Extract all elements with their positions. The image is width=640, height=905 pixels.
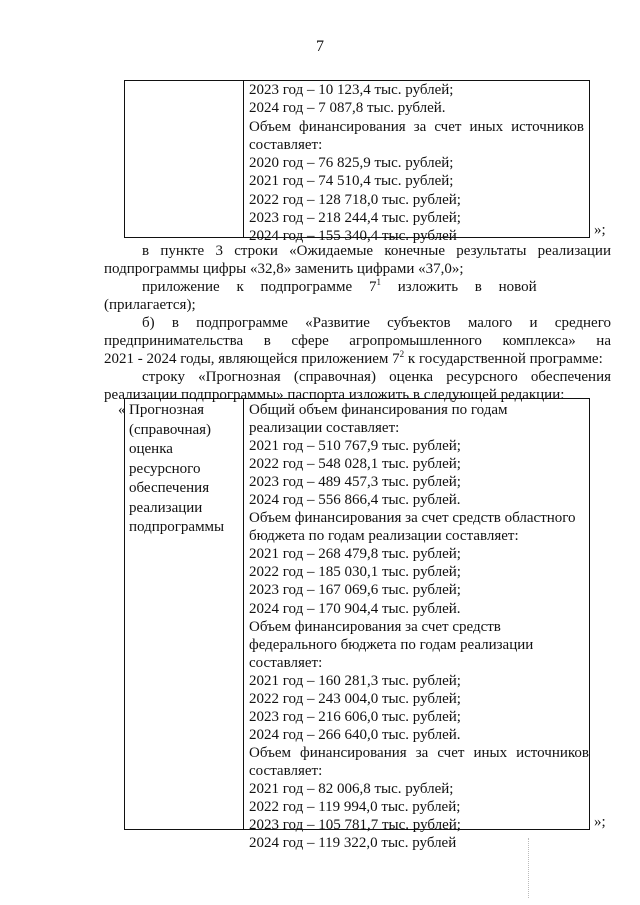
closing-quote: »; [594,222,606,238]
table-line: 2021 год – 160 281,3 тыс. рублей; [249,672,461,689]
table-line: 2022 год – 185 030,1 тыс. рублей; [249,564,461,581]
funding-cell [249,401,589,852]
paragraph-line: реализации подпрограммы» паспорта изложить в следующей редакции: [104,387,565,403]
closing-quote: »; [594,814,606,830]
table-line: 2024 год – 155 340,4 тыс. рублей [249,228,457,245]
label-line: подпрограммы [129,519,225,535]
table-line: составляет: [249,654,323,671]
funding-cell [249,81,584,246]
table-line: составляет: [249,762,323,779]
table-line: 2024 год – 170 904,4 тыс. рублей. [249,600,461,617]
superscript: 1 [376,277,381,287]
opening-quote: « [118,402,126,418]
label-line: реализации [129,499,203,516]
table-line: Общий объем финансирования по годам [249,402,508,418]
table-line: 2021 год – 82 006,8 тыс. рублей; [249,780,454,797]
superscript: 2 [399,349,405,359]
table-line: бюджета по годам реализации составляет: [249,528,519,545]
funding-table-continued [124,80,590,245]
table-line: 2023 год – 216 606,0 тыс. рублей; [249,708,461,725]
table-line: 2024 год – 119 322,0 тыс. рублей [249,835,457,852]
paragraph-text: приложение к подпрограмме 7 [142,279,377,295]
table-line: 2024 год – 7 087,8 тыс. рублей. [249,100,446,117]
paragraph-line: подпрограммы цифры «32,8» заменить цифрами «37,0»; [104,261,464,277]
label-line: (справочная) [129,421,212,438]
page-number: 7 [316,38,324,55]
table-line: 2022 год – 243 004,0 тыс. рублей; [249,690,461,707]
label-line: ресурсного [129,460,201,477]
table-line: 2023 год – 105 781,7 тыс. рублей; [249,817,461,834]
table-line: 2022 год – 548 028,1 тыс. рублей; [249,456,461,473]
table-line: федерального бюджета по годам реализации [249,636,534,653]
paragraph-line: (прилагается); [104,297,196,313]
funding-table [124,398,590,852]
label-line: обеспечения [129,480,210,496]
scan-artifact [528,838,529,898]
paragraph-line: строку «Прогнозная (справочная) оценка ресурсного обеспечения [142,369,611,385]
table-line: 2022 год – 128 718,0 тыс. рублей; [249,191,461,208]
table-line: 2023 год – 10 123,4 тыс. рублей; [249,82,454,98]
table-line: Объем финансирования за счет средств [249,618,501,635]
table-line: 2020 год – 76 825,9 тыс. рублей; [249,155,454,172]
paragraph-text: к государственной программе: [404,351,603,367]
table-line: 2021 год – 268 479,8 тыс. рублей; [249,546,461,563]
table-line: реализации составляет: [249,420,400,437]
paragraph-line [104,350,611,368]
table-line: 2022 год – 119 994,0 тыс. рублей; [249,799,461,816]
paragraph-line: в пункте 3 строки «Ожидаемые конечные результаты реализации [142,243,611,259]
table-line: Объем финансирования за счет иных источников [249,118,584,135]
table-column-divider [243,399,244,829]
table-line: 2024 год – 266 640,0 тыс. рублей. [249,726,461,743]
table-line: Объем финансирования за счет иных источников [249,744,589,761]
table-column-divider [243,81,244,237]
paragraph-text: 2021 - 2024 годы, являющейся приложением 7 [104,351,400,367]
table-line: 2023 год – 218 244,4 тыс. рублей; [249,210,461,227]
table-line: 2023 год – 167 069,6 тыс. рублей; [249,582,461,599]
table-line: 2024 год – 556 866,4 тыс. рублей. [249,492,461,509]
table-line: составляет: [249,136,323,153]
paragraph-line: б) в подпрограмме «Развитие субъектов малого и среднего [142,315,611,331]
paragraph-text: изложить в новой [380,279,537,295]
table-line: Объем финансирования за счет средств областного [249,510,576,527]
row-label [129,401,239,538]
table-line: 2023 год – 489 457,3 тыс. рублей; [249,474,461,491]
paragraph-line: предпринимательства в сфере агропромышленного комплекса» на [104,333,611,349]
label-line: оценка [129,441,173,457]
paragraph-line [104,278,611,296]
table-line: 2021 год – 510 767,9 тыс. рублей; [249,438,461,455]
table-line: 2021 год – 74 510,4 тыс. рублей; [249,173,454,190]
label-line: Прогнозная [129,402,205,418]
